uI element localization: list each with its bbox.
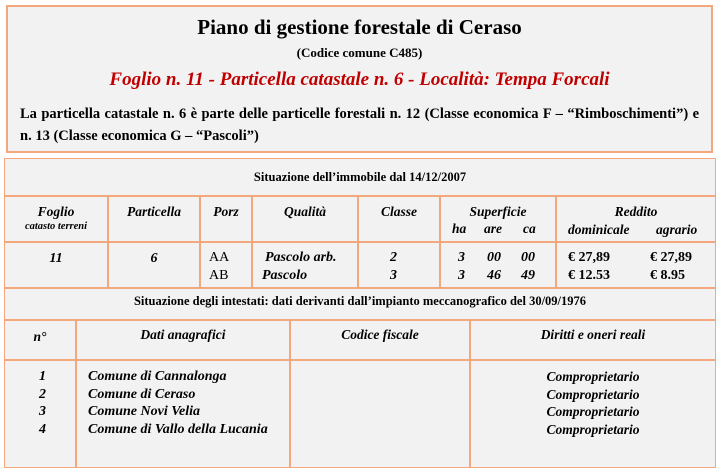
agrario-1: € 27,89 [650, 250, 692, 265]
col-dominicale: dominicale [568, 222, 630, 237]
porz-2: AB [209, 268, 229, 283]
porz-1: AA [209, 250, 230, 265]
document-header [6, 5, 713, 153]
col-classe: Classe [358, 196, 440, 242]
parcel-description: La particella catastale n. 6 è parte delle particelle forestali n. 12 (Classe economica F – “Rimboschimenti”) e n. 13 (Classe economica G – “Pascoli”) [20, 106, 699, 144]
col-anagrafici: Dati anagrafici [76, 320, 290, 360]
municipality-code: (Codice comune C485) [296, 45, 423, 60]
col-reddito [556, 196, 716, 242]
diritto-1: Comproprietario [546, 369, 640, 384]
are-2: 46 [487, 268, 501, 283]
intestati-names-column [76, 360, 290, 468]
classe-2: 3 [390, 268, 397, 283]
page-title: Piano di gestione forestale di Ceraso [197, 15, 522, 39]
cell-foglio: 11 [4, 242, 108, 288]
cadastral-table [4, 158, 716, 468]
are-1: 00 [487, 250, 501, 265]
cell-superficie [440, 242, 556, 288]
col-n: n° [4, 320, 76, 360]
ha-1: 3 [458, 250, 465, 265]
col-diritti: Diritti e oneri reali [470, 320, 716, 360]
intestati-section-title: Situazione degli intestati: dati derivanti dall’impianto meccanografico del 30/09/1976 [4, 288, 716, 320]
diritto-2: Comproprietario [546, 387, 640, 402]
ha-2: 3 [458, 268, 465, 283]
col-foglio [4, 196, 108, 242]
col-codice-fiscale: Codice fiscale [290, 320, 470, 360]
cell-porz [200, 242, 252, 288]
col-porz: Porz [200, 196, 252, 242]
diritto-4: Comproprietario [546, 422, 640, 437]
col-particella: Particella [108, 196, 200, 242]
owner-name-2: Comune di Ceraso [88, 387, 196, 402]
classe-1: 2 [390, 250, 397, 265]
col-qualita: Qualità [252, 196, 358, 242]
owner-name-1: Comune di Cannalonga [88, 369, 227, 384]
n-2: 2 [39, 387, 46, 402]
col-agrario: agrario [656, 222, 698, 237]
col-superficie-label: Superficie [469, 204, 527, 219]
col-ha: ha [452, 221, 467, 236]
cell-reddito [556, 242, 716, 288]
ca-1: 00 [521, 250, 535, 265]
col-foglio-label: Foglio [37, 204, 75, 219]
dominicale-1: € 27,89 [568, 250, 610, 265]
n-4: 4 [39, 422, 46, 437]
intestati-codice-column [290, 360, 470, 468]
dominicale-2: € 12.53 [568, 268, 610, 283]
col-foglio-sub: catasto terreni [24, 221, 88, 232]
immobile-section-title: Situazione dell’immobile dal 14/12/2007 [4, 158, 716, 196]
intestati-n-column [4, 360, 76, 468]
col-are: are [484, 221, 502, 236]
cell-classe [358, 242, 440, 288]
diritto-3: Comproprietario [546, 404, 640, 419]
owner-name-3: Comune Novi Velia [88, 404, 201, 419]
qualita-2: Pascolo [262, 268, 308, 283]
qualita-1: Pascolo arb. [265, 250, 337, 265]
cell-particella: 6 [108, 242, 200, 288]
parcel-heading: Foglio n. 11 - Particella catastale n. 6 - Località: Tempa Forcali [109, 69, 610, 90]
ca-2: 49 [521, 268, 535, 283]
n-3: 3 [39, 404, 46, 419]
owner-name-4: Comune di Vallo della Lucania [88, 422, 268, 437]
col-superficie [440, 196, 556, 242]
agrario-2: € 8.95 [650, 268, 685, 283]
n-1: 1 [39, 369, 46, 384]
col-ca: ca [523, 221, 536, 236]
intestati-diritti-column [470, 360, 716, 468]
col-reddito-label: Reddito [614, 204, 658, 219]
cell-qualita [252, 242, 358, 288]
